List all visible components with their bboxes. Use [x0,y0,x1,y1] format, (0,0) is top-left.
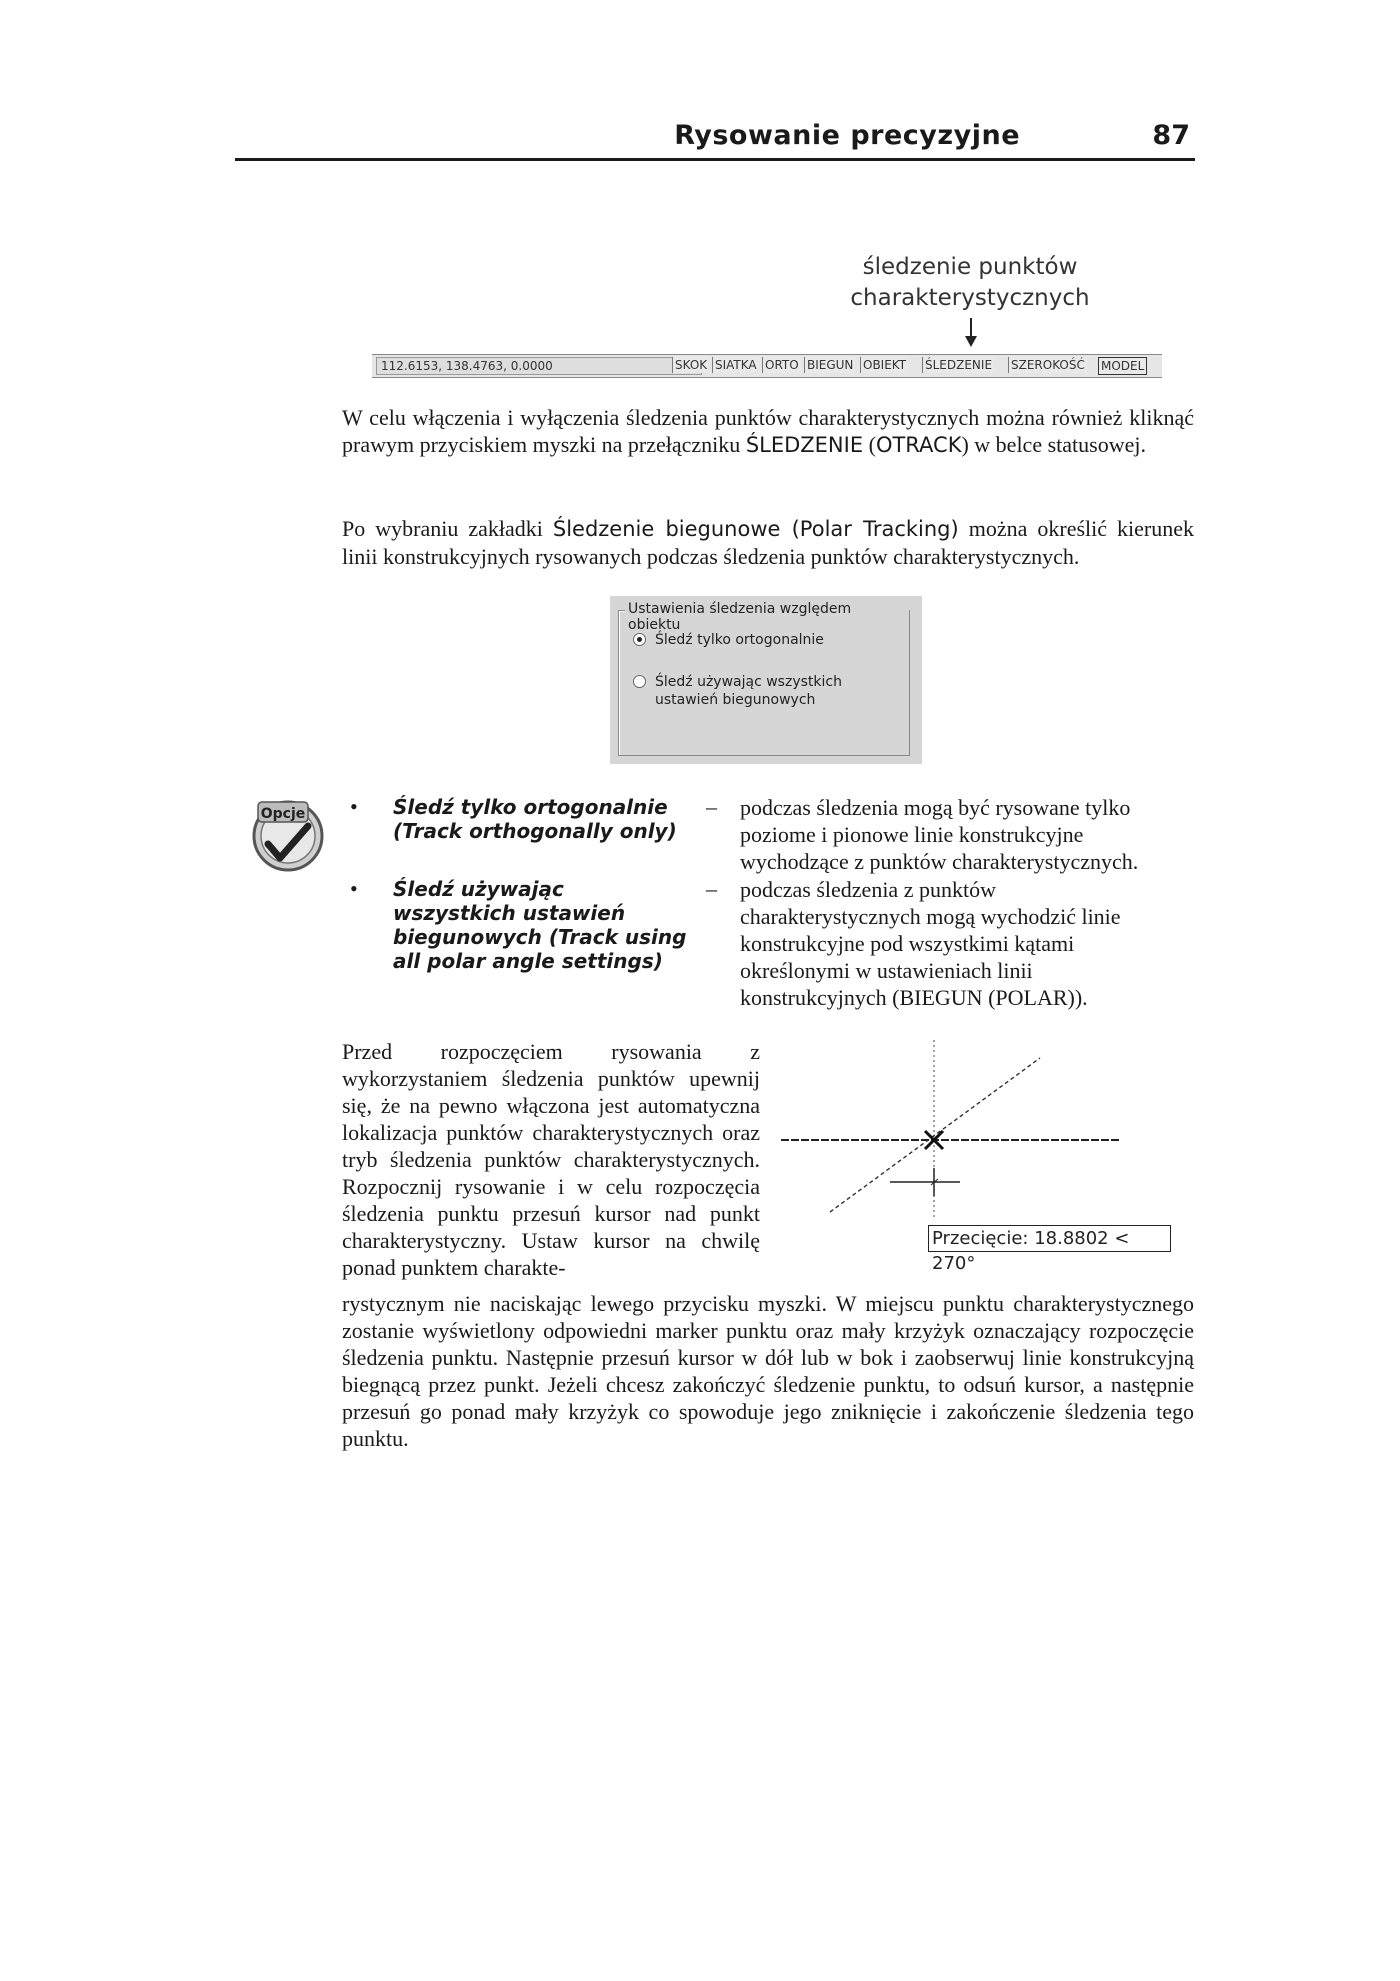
para2-term-polar-tracking: Śledzenie biegunowe (Polar Tracking) [552,517,959,541]
para2-text: Po wybraniu zakładki [342,516,553,541]
tracking-settings-group [618,601,910,756]
arrow-down-icon [964,318,978,348]
para1-text-c: ) w belce statusowej. [961,432,1146,457]
callout-line-1: śledzenie punktów [862,254,1078,280]
tracking-settings-dialog [610,596,922,764]
status-callout [760,252,1180,314]
radio-unselected-icon[interactable] [633,675,646,688]
status-model-button[interactable]: MODEL [1098,357,1147,375]
option-desc-orthogonal: podczas śledzenia mogą być rysowane tylko poziome i pionowe linie konstrukcyjne wychodzące z punktów charakterystycznych. [740,795,1139,874]
dash: – [706,794,717,819]
para1-text-b: ( [863,432,876,457]
header-rule [235,158,1195,161]
paragraph-polar-tab [342,515,1194,570]
paragraph-tracking-howto: Przed rozpoczęciem rysowania z wykorzystaniem śledzenia punktów upewnij się, że na pewno włączona jest automatyczna lokalizacja punktów charakterystycznych oraz tryb śledzenia punktów charakterystycznych. Rozpocznij rysowanie i w celu rozpoczęcia śledzenia punktu przesuń kursor nad punkt charakterystyczny. Ustaw kursor na chwilę ponad punktem charakte- [342,1039,760,1280]
dash: – [706,876,717,901]
status-bar [372,354,1162,378]
diagonal-construction-line [830,1058,1040,1212]
option-desc-all-polar: podczas śledzenia z punktów charakterystycznych mogą wychodzić linie konstrukcyjne pod wszystkimi kątami określonymi w ustawieniach linii konstrukcyjnych (BIEGUN (POLAR)). [740,877,1121,1010]
paragraph-tracking-howto-cont: rystycznym nie naciskając lewego przycisku myszki. W miejscu punktu charakterystycznego zostanie wyświetlony odpowiedni marker punktu oraz mały krzyżyk oznaczający rozpoczęcie śledzenia punktu. Następnie przesuń kursor w dół lub w bok i zaobserwuj linie konstrukcyjną biegnącą przez punkt. Jeżeli chcesz zakończyć śledzenie punktu, to odsuń kursor, a następnie przesuń go ponad mały krzyżyk co spowoduje jego zniknięcie i zakończenie śledzenia tego punktu. [342,1291,1194,1451]
status-ortho-button[interactable]: ORTO [762,357,801,373]
coordinates-readout: 112.6153, 138.4763, 0.0000 [376,357,702,375]
option-orthogonal-label: Śledź tylko ortogonalnie [655,632,824,648]
status-polar-button[interactable]: BIEGUN [804,357,855,373]
paragraph-status-toggle [342,404,1194,459]
option-all-polar-label: Śledź używając wszystkich ustawień biegunowych [655,674,842,708]
page-number: 87 [1152,120,1190,151]
bullet: • [350,876,358,901]
bullet: • [350,794,358,819]
options-icon-label: Opcje [260,806,306,822]
status-grid-button[interactable]: SIATKA [712,357,759,373]
option-term-all-polar: Śledź używając wszystkich ustawień biegunowych (Track using all polar angle settings) [393,877,687,973]
options-checkmark-icon [250,792,330,876]
running-header-title: Rysowanie precyzyjne [674,120,1020,151]
para2-text-b: można określić kierunek linii konstrukcyjnych rysowanych podczas śledzenia punktów charakterystycznych. [342,516,1194,569]
group-title: Ustawienia śledzenia względem obiektu [625,601,909,633]
status-lweight-button[interactable]: SZEROKOŚĆ [1008,357,1087,373]
radio-selected-icon[interactable] [633,633,646,646]
status-otrack-button[interactable]: ŚLEDZENIE [922,357,994,373]
para1-term-otrack: OTRACK [875,433,962,457]
status-osnap-button[interactable]: OBIEKT [860,357,908,373]
callout-line-2: charakterystycznych [850,285,1090,311]
status-snap-button[interactable]: SKOK [672,357,709,373]
para1-term-sledzenie: ŚLEDZENIE [745,433,864,457]
option-term-orthogonal: Śledź tylko ortogonalnie (Track orthogonally only) [393,795,677,843]
para1-text: W celu włączenia i wyłączenia śledzenia punktów charakterystycznych można również kliknąć prawym przyciskiem myszki na przełączniku [342,405,1194,457]
tracking-tooltip: Przecięcie: 18.8802 < 270° [928,1225,1171,1252]
